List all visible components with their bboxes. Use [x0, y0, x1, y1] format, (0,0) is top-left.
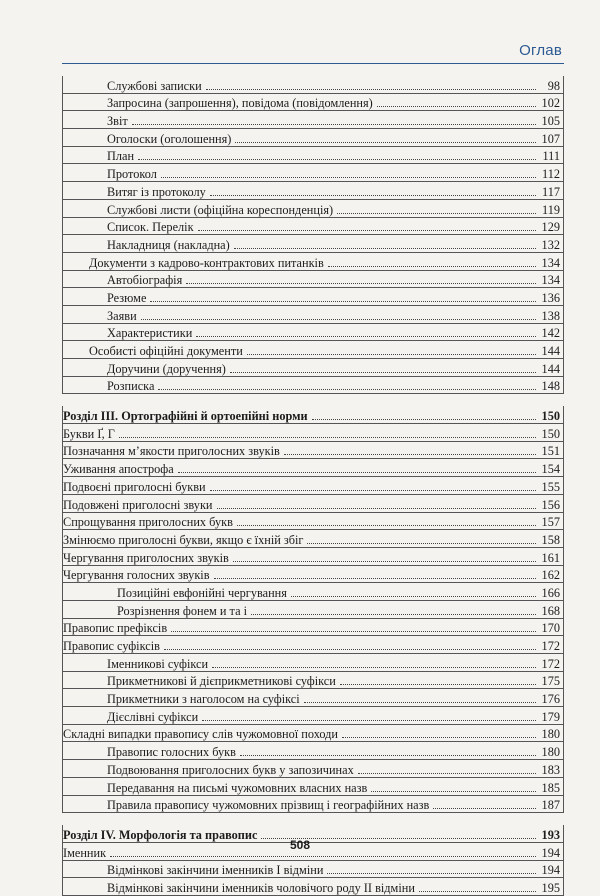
toc-entry[interactable] — [63, 359, 563, 377]
toc-entry-title: Уживання апострофа — [63, 462, 174, 477]
toc-entry-title: Запросина (запрошення), повідома (повідомлення) — [107, 96, 373, 111]
toc-entry[interactable] — [63, 725, 563, 743]
toc-entry-page: 161 — [541, 550, 560, 565]
dot-leader — [307, 542, 536, 544]
toc-entry-page: 194 — [541, 863, 560, 878]
toc-section-documents — [62, 76, 564, 394]
dot-leader — [161, 176, 536, 178]
dot-leader — [358, 772, 536, 774]
toc-entry-title: Іменникові суфікси — [107, 656, 209, 671]
toc-entry-title: Складні випадки правопису слів чужомовної походи — [63, 727, 339, 742]
dot-leader — [138, 158, 536, 160]
dot-leader — [119, 436, 536, 438]
toc-entry-title: Чергування голосних звуків — [63, 568, 210, 583]
toc-entry-page: 180 — [541, 745, 560, 760]
toc-entry-title: Спрощування приголосних букв — [63, 515, 233, 530]
toc-entry[interactable] — [63, 76, 563, 94]
dot-leader — [327, 872, 536, 874]
dot-leader — [419, 890, 536, 892]
toc-entry[interactable] — [63, 495, 563, 513]
toc-entry-page: 119 — [542, 202, 560, 217]
toc-entry-page: 132 — [541, 237, 560, 252]
dot-leader — [304, 701, 536, 703]
toc-entry-title: Резюме — [107, 290, 147, 305]
toc-entry[interactable] — [63, 689, 563, 707]
toc-entry[interactable] — [63, 111, 563, 129]
toc-entry-title: Відмінкові закінчини іменників І відміни — [107, 863, 324, 878]
toc-entry-page: 144 — [541, 361, 560, 376]
toc-entry-page: 180 — [541, 727, 560, 742]
toc-entry-title: План — [107, 149, 135, 164]
toc-section-morphology — [62, 825, 564, 896]
running-header-title: Оглав — [519, 42, 562, 59]
dot-leader — [234, 247, 536, 249]
toc-entry[interactable] — [63, 200, 563, 218]
toc-entry[interactable] — [63, 218, 563, 236]
toc-entry-title: Витяг із протоколу — [107, 184, 206, 199]
toc-entry-page: 148 — [541, 379, 560, 394]
toc-entry-page: 158 — [541, 532, 560, 547]
section-gap — [62, 394, 564, 406]
toc-entry-title: Протокол — [107, 167, 157, 182]
toc-entry[interactable] — [63, 707, 563, 725]
dot-leader — [171, 630, 536, 632]
toc-entry-title: Доручини (доручення) — [107, 361, 226, 376]
toc-entry-page: 111 — [542, 149, 560, 164]
dot-leader — [132, 123, 536, 125]
dot-leader — [110, 855, 536, 857]
toc-entry-page: 134 — [541, 273, 560, 288]
toc-entry-page: 142 — [541, 326, 560, 341]
toc-entry-title: Розрізнення фонем и та і — [117, 603, 248, 618]
toc-entry-page: 187 — [541, 798, 560, 813]
toc-entry[interactable] — [63, 164, 563, 182]
toc-entry-title: Подвоєні приголосні букви — [63, 479, 206, 494]
toc-entry-title: Накладниця (накладна) — [107, 237, 230, 252]
dot-leader — [158, 388, 536, 390]
toc-entry[interactable] — [63, 147, 563, 165]
dot-leader — [196, 335, 536, 337]
page-number: 508 — [289, 838, 311, 852]
toc-entry[interactable] — [63, 778, 563, 796]
dot-leader — [217, 507, 537, 509]
toc-entry-page: 195 — [541, 880, 560, 895]
dot-leader — [214, 577, 536, 579]
toc-entry-title: Правила правопису чужомовних прізвищ і географійних назв — [107, 798, 430, 813]
dot-leader — [312, 418, 536, 420]
toc-entry-page: 183 — [541, 762, 560, 777]
toc-entry[interactable] — [63, 341, 563, 359]
dot-leader — [247, 353, 536, 355]
toc-entry-page: 156 — [541, 497, 560, 512]
toc-entry-title: Відмінкові закінчини іменників чоловічого роду ІІ відміни — [107, 880, 415, 895]
toc-entry-title: Іменник — [63, 845, 107, 860]
toc-entry-page: 129 — [541, 220, 560, 235]
toc-entry-page: 150 — [541, 426, 560, 441]
dot-leader — [210, 489, 536, 491]
toc-entry[interactable] — [63, 424, 563, 442]
toc-entry-page: 138 — [541, 308, 560, 323]
toc-section-orthography — [62, 406, 564, 813]
toc-entry[interactable] — [63, 94, 563, 112]
toc-entry-title: Звіт — [107, 114, 128, 129]
toc-entry-page: 172 — [541, 639, 560, 653]
dot-leader — [371, 790, 536, 792]
toc-entry-title: Передавання на письмі чужомовних власних назв — [107, 780, 368, 795]
toc-entry-title: Документи з кадрово-контрактових питанків — [89, 255, 324, 270]
toc-entry-page: 134 — [541, 255, 560, 270]
toc-entry-page: 193 — [541, 827, 560, 842]
toc-entry-title: Оголоски (оголошення) — [107, 131, 232, 146]
toc-entry-title: Подовжені приголосні звуки — [63, 497, 213, 512]
toc-entry-title: Чергування приголосних звуків — [63, 550, 229, 565]
toc-entry-page: 105 — [541, 114, 560, 129]
toc-entry[interactable] — [63, 253, 563, 271]
toc-entry-page: 154 — [541, 462, 560, 477]
dot-leader — [202, 719, 536, 721]
toc-entry-title: Особисті офіційні документи — [89, 344, 243, 358]
toc-entry-page: 162 — [541, 568, 560, 583]
section-gap — [62, 813, 564, 825]
toc-entry-page: 150 — [541, 409, 560, 424]
toc-entry-title: Автобіографія — [107, 273, 183, 288]
toc-entry[interactable] — [63, 459, 563, 477]
toc-entry[interactable] — [63, 878, 563, 896]
toc-entry-page: 112 — [542, 167, 560, 182]
toc-entry-title: Змінюємо приголосні букви, якщо є їхній збіг — [63, 532, 304, 547]
toc-entry-page: 170 — [541, 621, 560, 636]
toc-entry-page: 172 — [541, 656, 560, 671]
dot-leader — [342, 736, 536, 738]
toc-entry-title: Розділ ІІІ. Ортографійні й ортоепійні норми — [63, 409, 308, 424]
toc-entry-page: 179 — [541, 709, 560, 724]
dot-leader — [233, 560, 536, 562]
toc-entry[interactable] — [63, 654, 563, 672]
dot-leader — [235, 141, 536, 143]
dot-leader — [141, 318, 536, 320]
toc-entry-page: 176 — [541, 692, 560, 707]
dot-leader — [230, 371, 536, 373]
toc-entry-title: Правопис префіксів — [63, 621, 168, 636]
toc-entry[interactable] — [63, 306, 563, 324]
toc-entry[interactable] — [63, 583, 563, 601]
toc-entry[interactable] — [63, 182, 563, 200]
toc-entry[interactable] — [63, 796, 563, 814]
toc-entry-page: 185 — [541, 780, 560, 795]
toc-entry[interactable] — [63, 861, 563, 879]
dot-leader — [198, 229, 536, 231]
dot-leader — [206, 88, 536, 90]
toc-entry-title: Позиційні евфонійні чергування — [117, 585, 287, 600]
toc-entry-page: 157 — [541, 515, 560, 530]
header-rule — [62, 63, 564, 64]
dot-leader — [340, 683, 536, 685]
dot-leader — [251, 613, 536, 615]
toc-entry-title: Список. Перелік — [107, 220, 194, 235]
toc-entry-page: 117 — [542, 184, 560, 199]
dot-leader — [210, 194, 536, 196]
toc-entry-page: 168 — [541, 603, 560, 618]
toc-entry[interactable] — [63, 477, 563, 495]
toc-entry-title: Правопис суфіксів — [63, 639, 160, 653]
toc-entry-title: Службові листи (офіційна кореспонденція) — [107, 202, 334, 217]
toc-entry-page: 151 — [541, 444, 560, 459]
dot-leader — [150, 300, 536, 302]
dot-leader — [284, 453, 536, 455]
toc-entry-title: Розділ IV. Морфологія та правопис — [63, 827, 258, 842]
toc-entry[interactable] — [63, 742, 563, 760]
toc-entry[interactable] — [63, 288, 563, 306]
toc-entry-page: 144 — [541, 344, 560, 358]
toc-entry-title: Правопис голосних букв — [107, 745, 236, 760]
toc-entry-title: Букви Ґ, Г — [63, 426, 115, 441]
toc-entry[interactable] — [63, 377, 563, 395]
toc-entry-title: Позначання м’якости приголосних звуків — [63, 444, 280, 459]
toc-entry-title: Прикметники з наголосом на суфіксі — [107, 692, 300, 707]
toc-entry[interactable] — [63, 672, 563, 690]
toc-entry[interactable] — [63, 513, 563, 531]
toc-entry[interactable] — [63, 442, 563, 460]
toc-entry-title: Прикметникові й дієприкметникові суфікси — [107, 674, 336, 689]
toc-entry-page: 175 — [541, 674, 560, 689]
toc-entry[interactable] — [63, 129, 563, 147]
dot-leader — [186, 282, 536, 284]
toc-entry-page: 102 — [541, 96, 560, 111]
toc-entry[interactable] — [63, 601, 563, 619]
dot-leader — [377, 105, 536, 107]
toc-entry[interactable] — [63, 271, 563, 289]
toc-entry-title: Заяви — [107, 308, 137, 323]
toc-entry-page: 107 — [541, 131, 560, 146]
toc-entry[interactable] — [63, 324, 563, 342]
toc-entry-page: 194 — [541, 845, 560, 860]
toc-entry-title: Службові записки — [107, 78, 202, 93]
toc-entry-title: Характеристики — [107, 326, 193, 341]
toc-section-heading[interactable] — [63, 406, 563, 424]
toc-entry[interactable] — [63, 530, 563, 548]
dot-leader — [291, 595, 536, 597]
toc-entry-page: 136 — [541, 290, 560, 305]
dot-leader — [240, 754, 536, 756]
toc-entry[interactable] — [63, 636, 563, 654]
toc-entry-page: 98 — [547, 78, 560, 93]
toc-entry[interactable] — [63, 566, 563, 584]
dot-leader — [328, 265, 536, 267]
table-of-contents — [62, 76, 564, 896]
dot-leader — [164, 648, 536, 650]
toc-entry-page: 166 — [541, 585, 560, 600]
toc-entry[interactable] — [63, 619, 563, 637]
toc-entry-title: Розписка — [107, 379, 155, 394]
dot-leader — [237, 524, 536, 526]
toc-entry-title: Дієслівні суфікси — [107, 709, 199, 724]
toc-entry-page: 155 — [541, 479, 560, 494]
dot-leader — [433, 807, 536, 809]
dot-leader — [337, 212, 536, 214]
toc-entry[interactable] — [63, 235, 563, 253]
toc-entry-title: Подвоювання приголосних букв у запозичинах — [107, 762, 354, 777]
dot-leader — [178, 471, 536, 473]
dot-leader — [212, 666, 536, 668]
toc-entry[interactable] — [63, 760, 563, 778]
toc-entry[interactable] — [63, 548, 563, 566]
